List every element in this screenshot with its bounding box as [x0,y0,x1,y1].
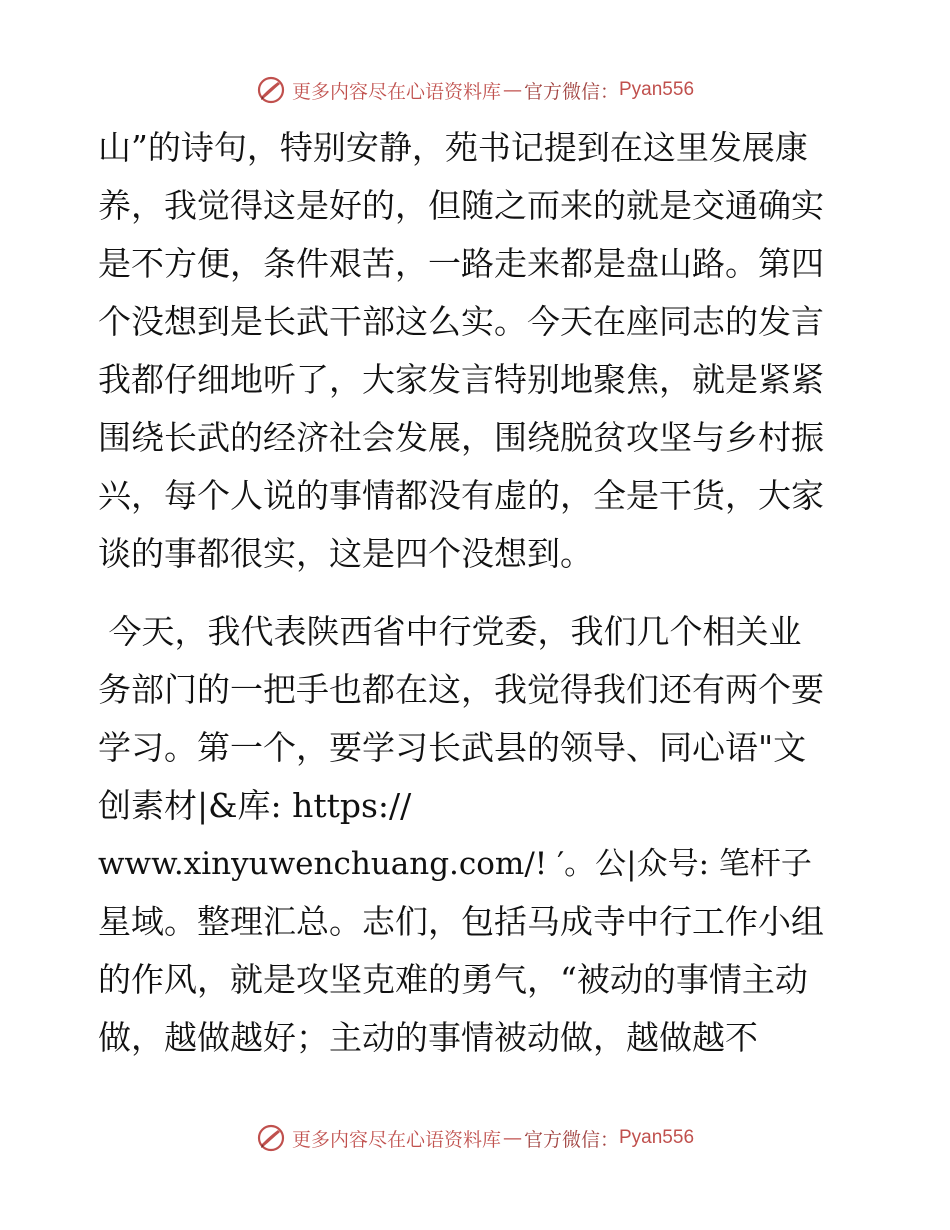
banner-separator: — [502,1127,522,1149]
text-line: 今天，我代表陕西省中行党委，我们几个相关业 [98,612,802,651]
text-line: 学习。第一个，要学习长武县的领导、同心语"文 [98,728,807,767]
text-line: 创素材|&库: https:// [98,786,412,825]
text-line: 我都仔细地听了，大家发言特别地聚焦，就是紧紧 [98,360,824,399]
footer-banner [0,1120,950,1156]
banner-wechat-label: 官方微信： [523,1128,619,1151]
banner-wechat-id: Pyan556 [619,1127,695,1148]
text-line: 是不方便，条件艰苦，一路走来都是盘山路。第四 [98,244,824,283]
text-line: 的作风，就是攻坚克难的勇气，“被动的事情主动 [98,960,808,999]
banner-site-text: 更多内容尽在心语资料库 [291,1128,501,1151]
text-line: 养，我觉得这是好的，但随之而来的就是交通确实 [98,186,824,225]
pen-logo-icon [256,1123,286,1153]
text-line: 务部门的一把手也都在这，我觉得我们还有两个要 [98,670,824,709]
banner-wechat-label: 官方微信： [523,80,619,103]
text-line: 兴，每个人说的事情都没有虚的，全是干货，大家 [98,476,824,515]
text-line: 做，越做越好；主动的事情被动做，越做越不 [98,1018,758,1057]
banner-separator: — [502,79,522,101]
text-line: 山”的诗句，特别安静，苑书记提到在这里发展康 [98,128,808,167]
text-line: 个没想到是长武干部这么实。今天在座同志的发言 [98,302,824,341]
banner-wechat-id: Pyan556 [619,79,695,100]
header-banner [0,72,950,108]
text-line: 围绕长武的经济社会发展，围绕脱贫攻坚与乡村振 [98,418,824,457]
banner-site-text: 更多内容尽在心语资料库 [291,80,501,103]
text-line: 谈的事都很实，这是四个没想到。 [98,534,593,573]
pen-logo-icon [256,75,286,105]
text-line: www.xinyuwenchuang.com/! ′。公|众号: 笔杆子 [98,846,812,882]
text-line: 星域。整理汇总。志们，包括马成寺中行工作小组 [98,902,824,941]
